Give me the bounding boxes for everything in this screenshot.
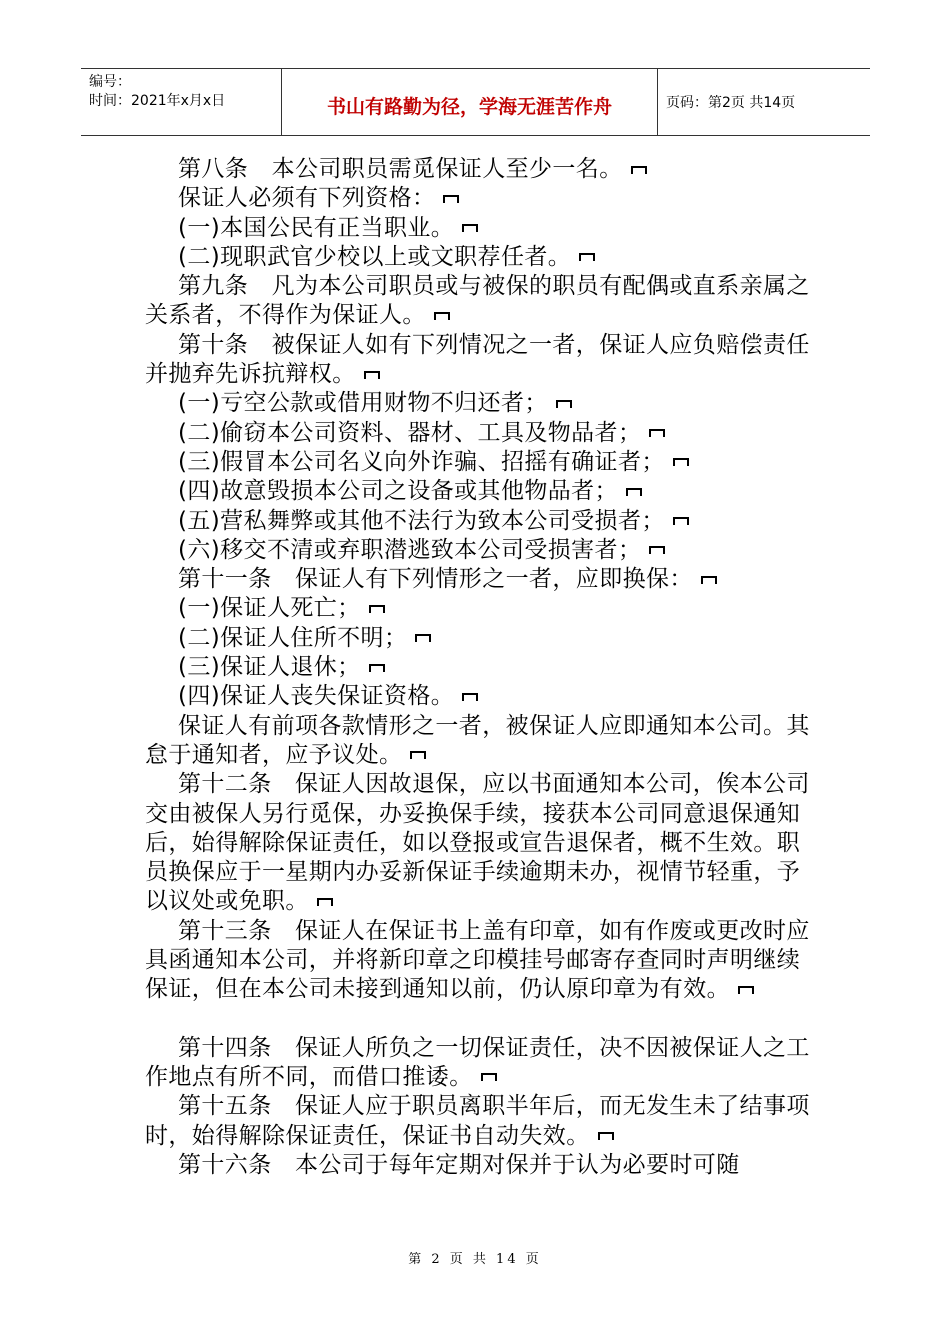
paragraph-mark-icon <box>556 400 572 408</box>
paragraph-mark-icon <box>701 576 717 584</box>
paragraph-mark-icon <box>462 693 478 701</box>
paragraph: 第十四条 保证人所负之一切保证责任，决不因被保证人之工作地点有所不同，而借口推诿。 <box>145 1034 810 1090</box>
document-body <box>145 155 810 1180</box>
paragraph: 第十条 被保证人如有下列情况之一者，保证人应负赔偿责任并抛弃先诉抗辩权。 <box>145 331 810 388</box>
paragraph-mark-icon <box>434 312 450 320</box>
paragraph: 保证人有前项各款情形之一者，被保证人应即通知本公司。其怠于通知者，应予议处。 <box>145 712 810 768</box>
paragraph-mark-icon <box>598 1132 614 1140</box>
number-label: 编号： <box>89 74 131 90</box>
paragraph: (二)保证人住所不明； <box>145 624 810 653</box>
paragraph-mark-icon <box>673 458 689 466</box>
paragraph: 第八条 本公司职员需觅保证人至少一名。 <box>145 155 810 184</box>
paragraph: 第十二条 保证人因故退保，应以书面通知本公司，俟本公司交由被保人另行觅保，办妥换保手续，接获本公司同意退保通知后，始得解除保证责任，如以登报或宣告退保者，概不生效。职员换保应于一星期内办妥新保证手续逾期未办，视情节轻重，予以议处或免职。 <box>145 771 810 915</box>
paragraph-mark-icon <box>631 166 647 174</box>
paragraph-mark-icon <box>481 1073 497 1081</box>
paragraph-mark-icon <box>443 195 459 203</box>
header-page-label: 页码：第2页 共14页 <box>666 95 796 111</box>
paragraph: (六)移交不清或弃职潜逃致本公司受损害者； <box>145 536 810 565</box>
paragraph-mark-icon <box>369 664 385 672</box>
paragraph: (五)营私舞弊或其他不法行为致本公司受损者； <box>145 507 810 536</box>
paragraph: (二)偷窃本公司资料、器材、工具及物品者； <box>145 419 810 448</box>
paragraph: (三)假冒本公司名义向外诈骗、招摇有确证者； <box>145 448 810 477</box>
paragraph: (一)保证人死亡； <box>145 594 810 623</box>
paragraph: (三)保证人退休； <box>145 653 810 682</box>
paragraph-mark-icon <box>317 898 333 906</box>
paragraph: 第十三条 保证人在保证书上盖有印章，如有作废或更改时应具函通知本公司，并将新印章之印模挂号邮寄存查同时声明继续保证，但在本公司未接到通知以前，仍认原印章为有效。 <box>145 917 810 1003</box>
blank-line <box>145 1005 810 1034</box>
paragraph: (一)本国公民有正当职业。 <box>145 214 810 243</box>
paragraph-mark-icon <box>649 429 665 437</box>
paragraph: 第九条 凡为本公司职员或与被保的职员有配偶或直系亲属之关系者，不得作为保证人。 <box>145 273 810 329</box>
header-motto: 书山有路勤为径，学海无涯苦作舟 <box>282 69 658 135</box>
paragraph: 第十五条 保证人应于职员离职半年后，而无发生未了结事项时，始得解除保证责任，保证书自动失效。 <box>145 1093 810 1149</box>
paragraph-mark-icon <box>462 224 478 232</box>
paragraph: 保证人必须有下列资格： <box>145 184 810 213</box>
header-meta <box>81 69 282 135</box>
paragraph-mark-icon <box>673 517 689 525</box>
paragraph-mark-icon <box>626 488 642 496</box>
paragraph-mark-icon <box>364 371 380 379</box>
paragraph-mark-icon <box>410 751 426 759</box>
paragraph-mark-icon <box>369 605 385 613</box>
paragraph-mark-icon <box>649 546 665 554</box>
paragraph-mark-icon <box>738 986 754 994</box>
paragraph: 第十一条 保证人有下列情形之一者，应即换保： <box>145 565 810 594</box>
paragraph: (一)亏空公款或借用财物不归还者； <box>145 389 810 418</box>
page-header <box>81 68 870 136</box>
time-label: 时间：2021年x月x日 <box>89 93 226 109</box>
paragraph: 第十六条 本公司于每年定期对保并于认为必要时可随 <box>178 1151 740 1178</box>
paragraph: (四)故意毁损本公司之设备或其他物品者； <box>145 477 810 506</box>
paragraph: (二)现职武官少校以上或文职荐任者。 <box>145 243 810 272</box>
page-footer: 第 2 页 共 14 页 <box>408 1252 542 1267</box>
paragraph-mark-icon <box>579 253 595 261</box>
paragraph-mark-icon <box>415 634 431 642</box>
paragraph: (四)保证人丧失保证资格。 <box>145 682 810 711</box>
